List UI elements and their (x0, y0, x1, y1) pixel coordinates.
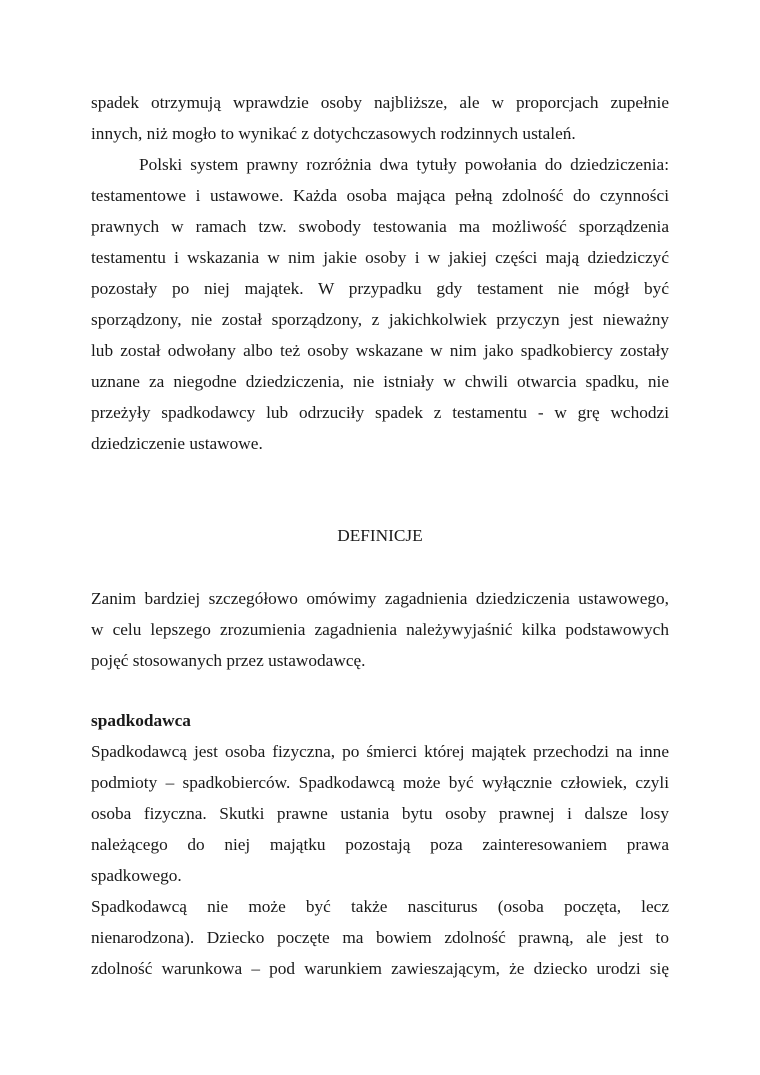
text-line: przeżyły spadkodawcy lub odrzuciły spadek z testamentu - w grę wchodzi (91, 403, 669, 422)
text-line: testamentowe i ustawowe. Każda osoba mająca pełną zdolność do czynności (91, 186, 669, 205)
text-line: uznane za niegodne dziedziczenia, nie istniały w chwili otwarcia spadku, nie (91, 372, 669, 391)
text-line: należącego do niej majątku pozostają poza zainteresowaniem prawa (91, 835, 669, 854)
term-title: spadkodawca (91, 711, 191, 730)
text-line: prawnych w ramach tzw. swobody testowania ma możliwość sporządzenia (91, 217, 669, 236)
text-line: testamentu i wskazania w nim jakie osoby i w jakiej części mają dziedziczyć (91, 248, 669, 267)
text-line: innych, niż mogło to wynikać z dotychczasowych rodzinnych ustaleń. (91, 124, 576, 143)
text-line: w celu lepszego zrozumienia zagadnienia należywyjaśnić kilka podstawowych (91, 620, 669, 639)
text-line: Zanim bardziej szczegółowo omówimy zagadnienia dziedziczenia ustawowego, (91, 589, 669, 608)
text-line: dziedziczenie ustawowe. (91, 434, 263, 453)
text-line: pojęć stosowanych przez ustawodawcę. (91, 651, 366, 670)
text-line: Polski system prawny rozróżnia dwa tytuły powołania do dziedziczenia: (139, 155, 669, 174)
text-line: zdolność warunkowa – pod warunkiem zawieszającym, że dziecko urodzi się (91, 959, 669, 978)
text-line: Spadkodawcą jest osoba fizyczna, po śmierci której majątek przechodzi na inne (91, 742, 669, 761)
text-line: lub został odwołany albo też osoby wskazane w nim jako spadkobiercy zostały (91, 341, 669, 360)
text-line: nienarodzona). Dziecko poczęte ma bowiem zdolność prawną, ale jest to (91, 928, 669, 947)
text-line: sporządzony, nie został sporządzony, z jakichkolwiek przyczyn jest nieważny (91, 310, 669, 329)
text-line: podmioty – spadkobierców. Spadkodawcą może być wyłącznie człowiek, czyli (91, 773, 669, 792)
text-line: spadkowego. (91, 866, 182, 885)
text-line: osoba fizyczna. Skutki prawne ustania bytu osoby prawnej i dalsze losy (91, 804, 669, 823)
text-line: Spadkodawcą nie może być także nasciturus (osoba poczęta, lecz (91, 897, 669, 916)
section-heading: DEFINICJE (337, 526, 423, 545)
text-line: spadek otrzymują wprawdzie osoby najbliższe, ale w proporcjach zupełnie (91, 93, 669, 112)
text-line: pozostały po niej majątek. W przypadku gdy testament nie mógł być (91, 279, 669, 298)
